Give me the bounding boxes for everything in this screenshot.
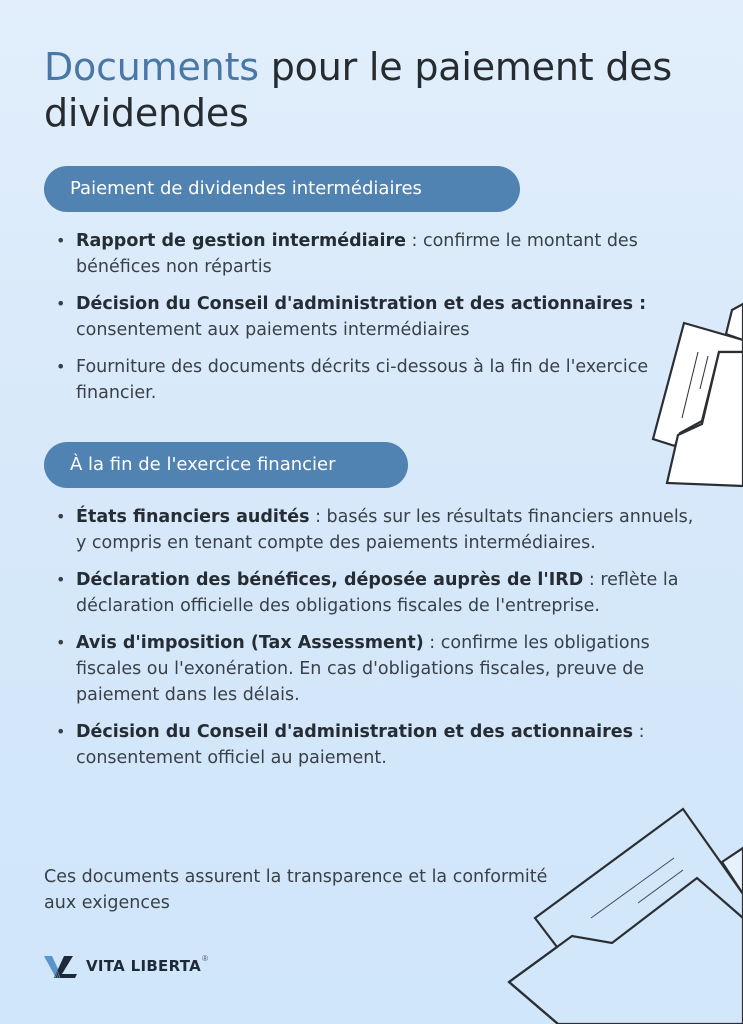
section-label-year-end: À la fin de l'exercice financier	[44, 442, 408, 488]
item-text: : basés sur les résultats financiers annuels, y compris en tenant compte des paiements intermédiaires.	[76, 507, 694, 553]
list-item	[56, 630, 696, 708]
item-title: Rapport de gestion intermédiaire	[76, 231, 406, 251]
bullet-icon: •	[56, 231, 66, 250]
item-text: : confirme le montant des bénéfices non répartis	[76, 231, 638, 277]
brand-logo	[44, 954, 208, 978]
vita-liberta-logo-icon	[44, 954, 78, 978]
item-title: Déclaration des bénéfices, déposée auprès de l'IRD	[76, 570, 584, 590]
item-title: Avis d'imposition (Tax Assessment)	[76, 633, 424, 653]
page-title	[44, 44, 704, 136]
list-item	[56, 504, 696, 556]
year-end-documents-list	[56, 504, 696, 782]
item-title: Décision du Conseil d'administration et des actionnaires :	[76, 294, 647, 314]
item-text: consentement aux paiements intermédiaires	[76, 320, 470, 340]
list-item	[56, 567, 696, 619]
list-item	[56, 719, 696, 771]
title-rest: pour le paiement des dividendes	[44, 45, 673, 135]
bullet-icon: •	[56, 294, 66, 313]
bullet-icon: •	[56, 633, 66, 652]
brand-name: VITA LIBERTA	[86, 957, 202, 975]
registered-mark: ®	[202, 953, 208, 963]
item-text: Fourniture des documents décrits ci-dessous à la fin de l'exercice financier.	[76, 357, 649, 403]
document-back-sheet	[726, 304, 743, 340]
documents-illustration-bottom-icon	[500, 800, 743, 1024]
bullet-icon: •	[56, 357, 66, 376]
list-item	[56, 228, 696, 280]
documents-illustration-top-icon	[640, 300, 743, 500]
bullet-icon: •	[56, 507, 66, 526]
item-text: : confirme les obligations fiscales ou l'exonération. En cas d'obligations fiscales, preuve de paiement dans les délais.	[76, 633, 650, 705]
bullet-icon: •	[56, 570, 66, 589]
interim-documents-list	[56, 228, 696, 417]
item-text: : reflète la déclaration officielle des obligations fiscales de l'entreprise.	[76, 570, 679, 616]
item-title: Décision du Conseil d'administration et des actionnaires	[76, 722, 634, 742]
list-item	[56, 354, 696, 406]
item-text: : consentement officiel au paiement.	[76, 722, 645, 768]
item-title: États financiers audités	[76, 507, 310, 527]
section-label-interim: Paiement de dividendes intermédiaires	[44, 166, 520, 212]
bullet-icon: •	[56, 722, 66, 741]
list-item	[56, 291, 696, 343]
title-accent: Documents	[44, 45, 259, 89]
folder-back	[509, 809, 743, 1024]
closing-statement: Ces documents assurent la transparence et la conformité aux exigences	[44, 867, 548, 913]
